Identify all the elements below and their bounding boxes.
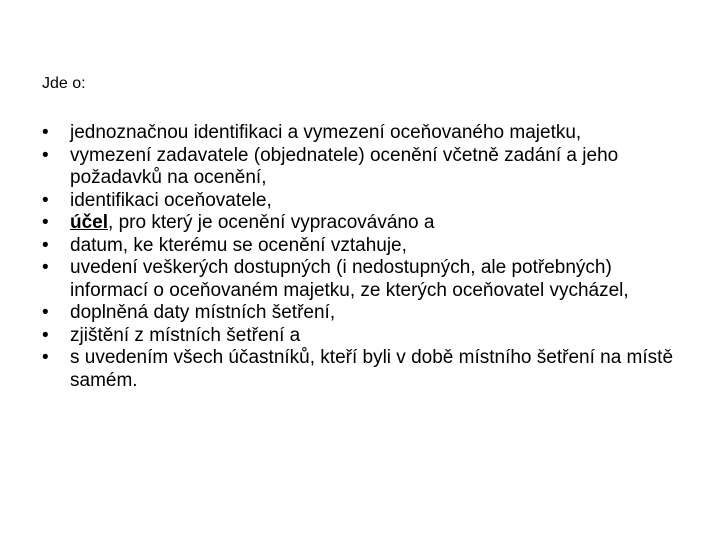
list-item-text: uvedení veškerých dostupných (i nedostupných, ale potřebných) informací o oceňovaném majetku, ze kterých oceňovatel vycházel, [70,257,629,301]
bullet-icon: • [42,257,49,278]
list-item [42,145,682,190]
list-item [42,212,682,235]
list-item [42,235,682,258]
bullet-icon: • [42,144,49,166]
bullet-icon: • [42,302,49,323]
bullet-icon: • [42,347,49,368]
slide-heading: Jde o: [42,75,86,92]
bullet-list [42,122,682,392]
bullet-icon: • [42,122,49,143]
bullet-icon: • [42,234,49,256]
list-item-text: , pro který je ocenění vypracováváno a [108,212,435,233]
list-item [42,122,682,145]
list-item [42,257,682,302]
list-item [42,325,682,348]
bullet-icon: • [42,212,49,233]
bullet-icon: • [42,189,49,211]
list-item-text: datum, ke kterému se ocenění vztahuje, [70,234,407,256]
list-item-text: identifikaci oceňovatele, [70,189,272,211]
list-item-text: doplněná daty místních šetření, [70,302,336,323]
bullet-icon: • [42,324,49,346]
emphasized-term: účel [70,212,109,233]
list-item-text: zjištění z místních šetření a [70,324,301,346]
list-item [42,347,682,392]
list-item-text: s uvedením všech účastníků, kteří byli v době místního šetření na místě samém. [70,347,674,391]
list-item-text: vymezení zadavatele (objednatele) ocenění včetně zadání a jeho požadavků na ocenění, [70,144,619,188]
list-item-text: jednoznačnou identifikaci a vymezení oceňovaného majetku, [70,122,582,143]
list-item [42,190,682,213]
list-item [42,302,682,325]
